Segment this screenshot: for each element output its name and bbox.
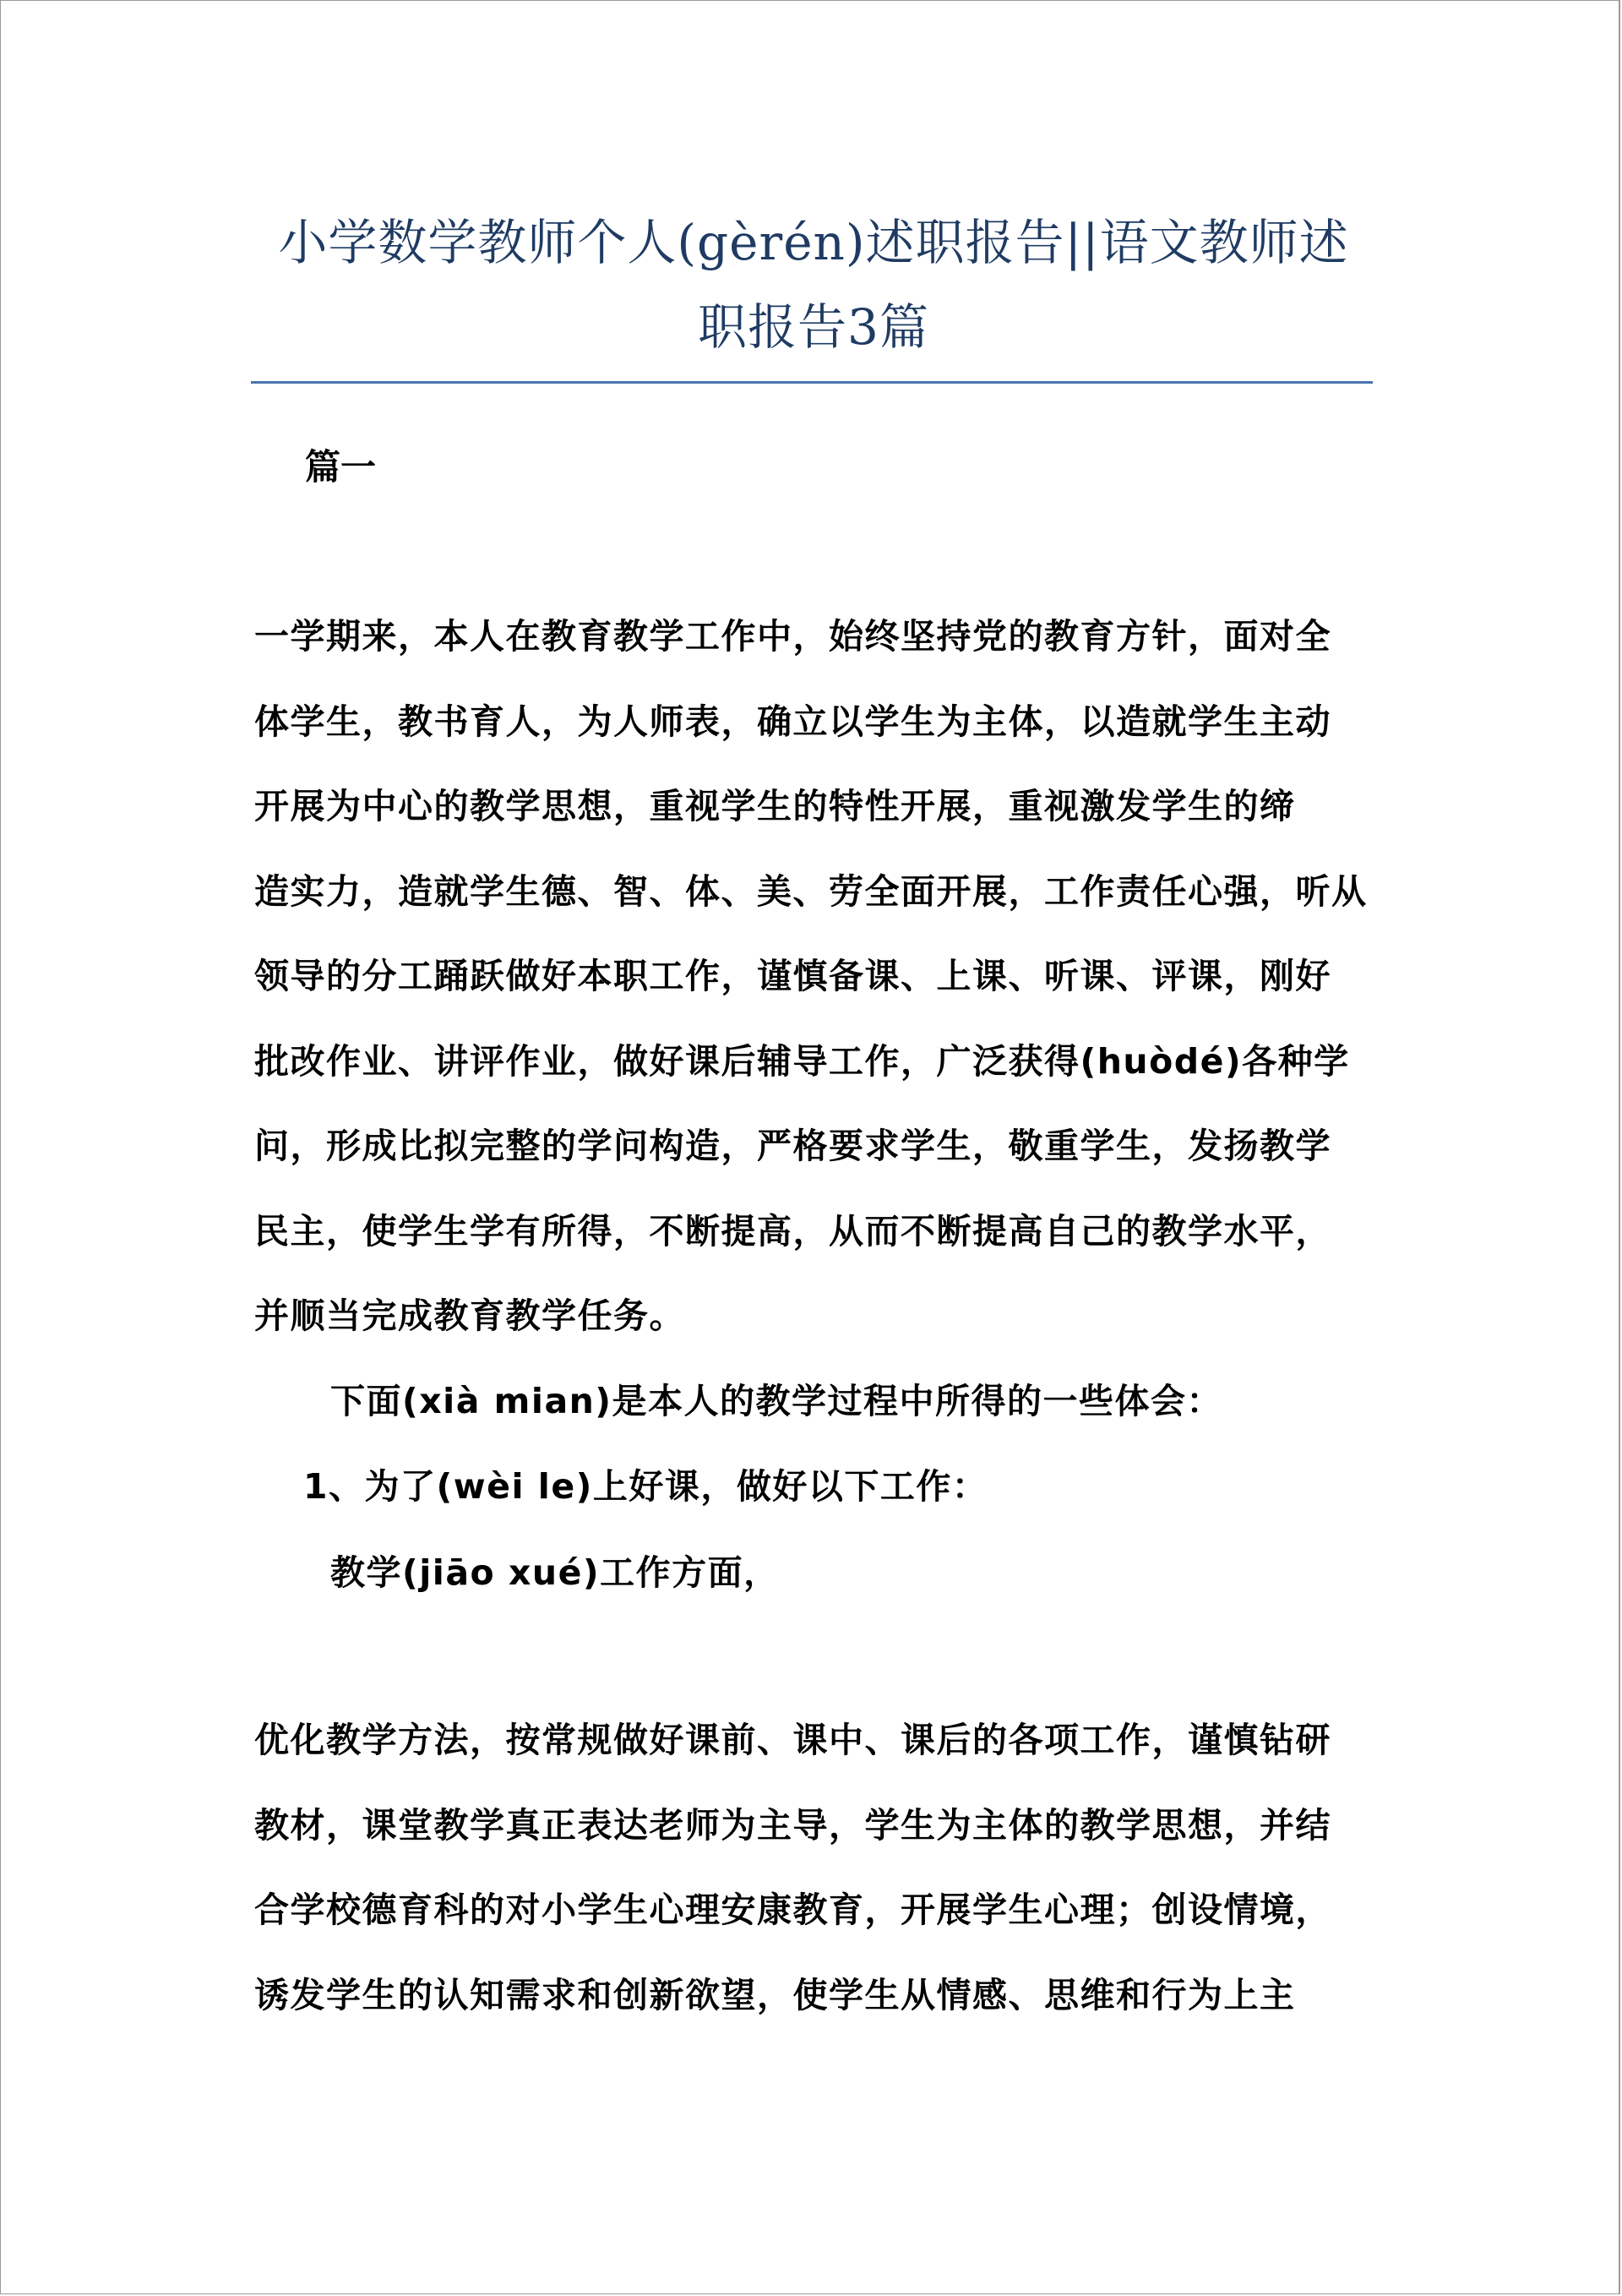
title-divider <box>251 381 1373 384</box>
paragraph-line: 开展为中心的教学思想，重视学生的特性开展，重视激发学生的缔 <box>254 786 1296 826</box>
document-title <box>254 200 1373 369</box>
section-heading: 篇一 <box>305 446 377 488</box>
paragraph-line: 并顺当完成教育教学任务。 <box>254 1295 685 1336</box>
paragraph-line: 体学生，教书育人，为人师表，确立以学生为主体，以造就学生主动 <box>254 701 1331 742</box>
numbered-item-1: 1、为了(wèi le)上好课，做好以下工作： <box>303 1466 988 1507</box>
paragraph-line: 优化教学方法，按常规做好课前、课中、课后的各项工作，谨慎钻研 <box>254 1720 1331 1760</box>
paragraph-2 <box>254 1698 1378 2037</box>
title-line-2: 职报告3篇 <box>698 298 929 356</box>
paragraph-line: 批改作业、讲评作业，做好课后辅导工作，广泛获得(huòdé)各种学 <box>254 1040 1350 1082</box>
paragraph-line: 一学期来，本人在教育教学工作中，始终坚持党的教育方针，面对全 <box>254 616 1331 657</box>
paragraph-line: 领导的分工踊跃做好本职工作，谨慎备课、上课、听课、评课，刚好 <box>254 956 1331 996</box>
paragraph-line: 诱发学生的认知需求和创新欲望，使学生从情感、思维和行为上主 <box>254 1974 1296 2015</box>
paragraph-line: 民主，使学生学有所得，不断提高，从而不断提高自己的教学水平， <box>254 1210 1331 1252</box>
sub-heading-teaching: 教学(jiāo xué)工作方面， <box>330 1552 780 1593</box>
experience-intro: 下面(xià mian)是本人的教学过程中所得的一些体会： <box>330 1381 1223 1421</box>
paragraph-line: 造实力，造就学生德、智、体、美、劳全面开展，工作责任心强，听从 <box>254 870 1368 912</box>
paragraph-line: 合学校德育科的对小学生心理安康教育，开展学生心理；创设情境， <box>254 1890 1331 1930</box>
title-line-1: 小学数学教师个人(gèrén)述职报告||语文教师述 <box>278 214 1349 271</box>
paragraph-line: 问，形成比拟完整的学问构造，严格要求学生，敬重学生，发扬教学 <box>254 1126 1331 1166</box>
paragraph-line: 教材，课堂教学真正表达老师为主导，学生为主体的教学思想，并结 <box>254 1804 1331 1846</box>
paragraph-1 <box>254 594 1378 1359</box>
